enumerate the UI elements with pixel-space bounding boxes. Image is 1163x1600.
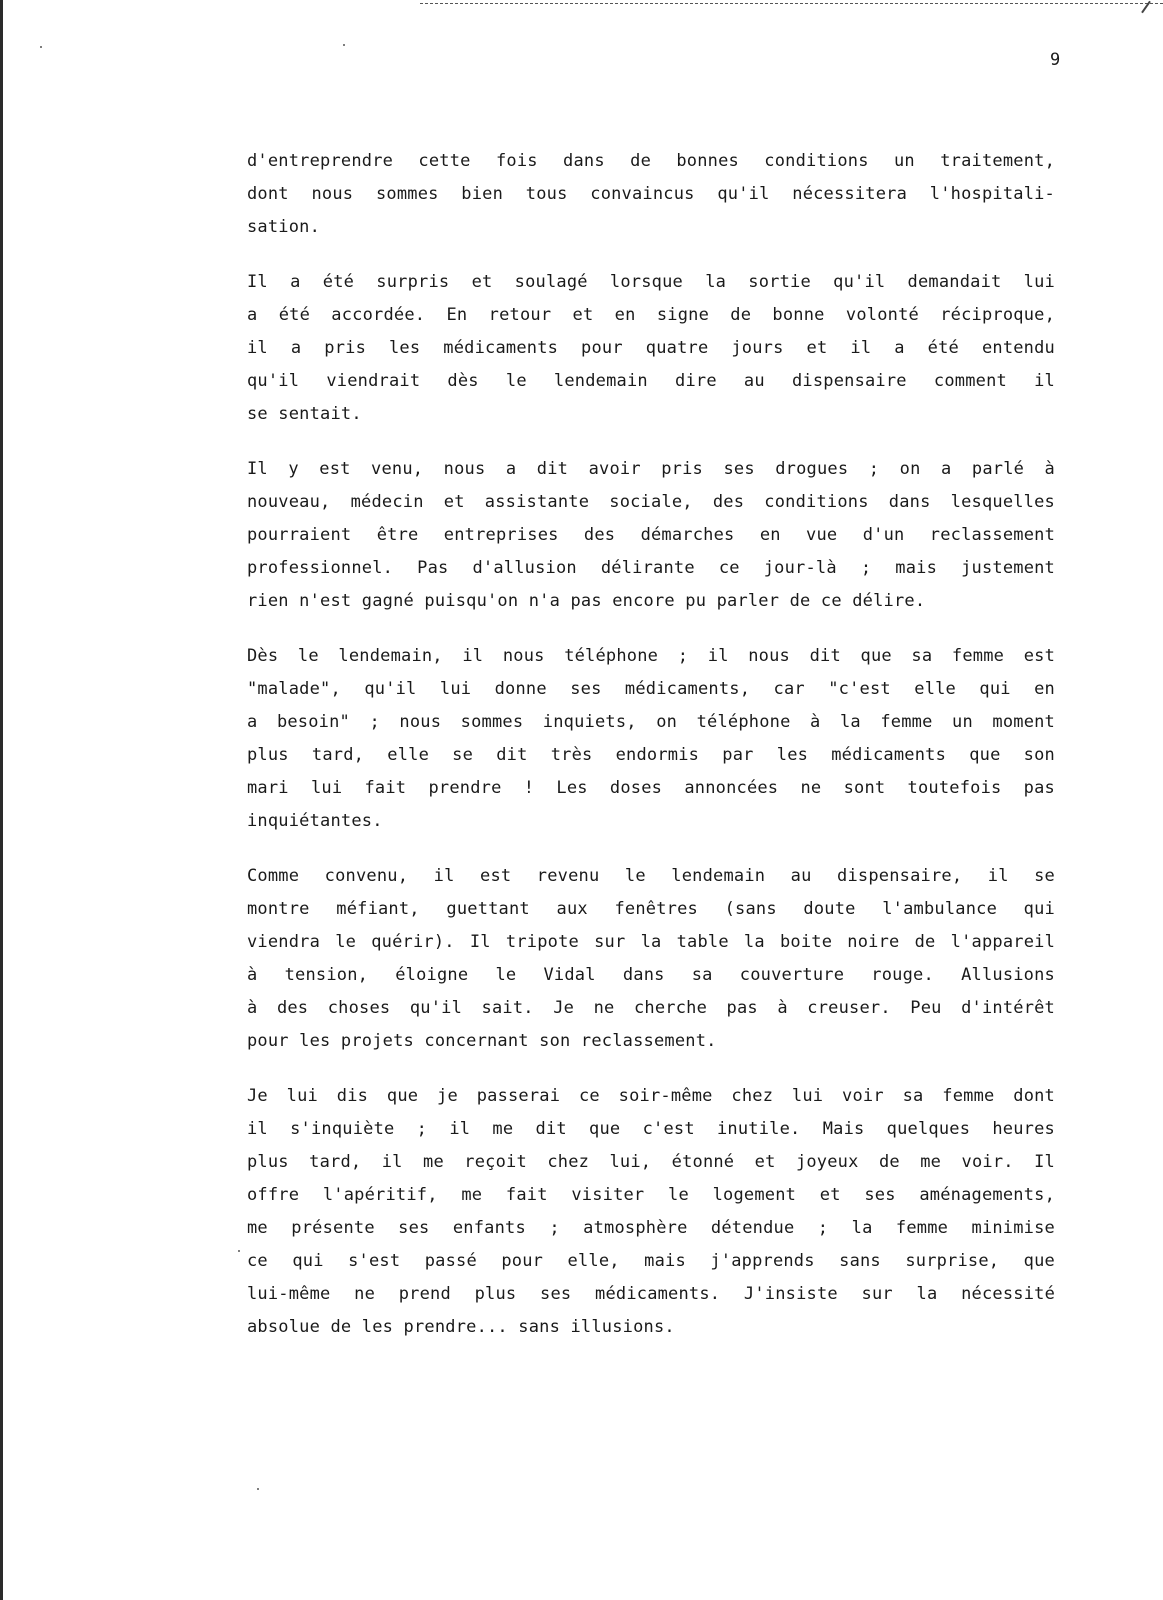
text-line: plus tard, elle se dit très endormis par les médicaments que son xyxy=(247,745,1055,765)
text-line: pour les projets concernant son reclassement. xyxy=(247,1031,717,1051)
text-line: à des choses qu'il sait. Je ne cherche pas à creuser. Peu d'intérêt xyxy=(247,998,1055,1018)
text-line: dont nous sommes bien tous convaincus qu'il nécessitera l'hospitali- xyxy=(247,184,1055,204)
text-line: a été accordée. En retour et en signe de bonne volonté réciproque, xyxy=(247,305,1055,325)
text-line: plus tard, il me reçoit chez lui, étonné et joyeux de me voir. Il xyxy=(247,1152,1055,1172)
scan-speck xyxy=(40,46,42,48)
text-line: absolue de les prendre... sans illusions. xyxy=(247,1317,675,1337)
text-line: qu'il viendrait dès le lendemain dire au dispensaire comment il xyxy=(247,371,1055,391)
text-line: nouveau, médecin et assistante sociale, des conditions dans lesquelles xyxy=(247,492,1055,512)
scan-speck xyxy=(343,44,345,46)
text-line: inquiétantes. xyxy=(247,811,383,831)
text-line: à tension, éloigne le Vidal dans sa couverture rouge. Allusions xyxy=(247,965,1055,985)
text-line: Comme convenu, il est revenu le lendemain au dispensaire, il se xyxy=(247,866,1055,886)
scan-speck xyxy=(257,1488,259,1490)
paragraph xyxy=(247,1080,1055,1344)
text-line: Dès le lendemain, il nous téléphone ; il nous dit que sa femme est xyxy=(247,646,1055,666)
paragraph xyxy=(247,145,1055,244)
scan-top-rule xyxy=(420,3,1163,4)
text-line: il s'inquiète ; il me dit que c'est inutile. Mais quelques heures xyxy=(247,1119,1055,1139)
body-text xyxy=(247,145,1055,1366)
page-number: 9 xyxy=(1050,50,1061,70)
text-line: montre méfiant, guettant aux fenêtres (sans doute l'ambulance qui xyxy=(247,899,1055,919)
text-line: Je lui dis que je passerai ce soir-même chez lui voir sa femme dont xyxy=(247,1086,1055,1106)
scan-speck xyxy=(238,1250,240,1252)
text-line: se sentait. xyxy=(247,404,362,424)
text-line: sation. xyxy=(247,217,321,237)
text-line: il a pris les médicaments pour quatre jours et il a été entendu xyxy=(247,338,1055,358)
paragraph xyxy=(247,640,1055,838)
text-line: mari lui fait prendre ! Les doses annoncées ne sont toutefois pas xyxy=(247,778,1055,798)
text-line: rien n'est gagné puisqu'on n'a pas encore pu parler de ce délire. xyxy=(247,591,926,611)
text-line: me présente ses enfants ; atmosphère détendue ; la femme minimise xyxy=(247,1218,1055,1238)
text-line: lui-même ne prend plus ses médicaments. J'insiste sur la nécessité xyxy=(247,1284,1055,1304)
text-line: offre l'apéritif, me fait visiter le logement et ses aménagements, xyxy=(247,1185,1055,1205)
text-line: a besoin" ; nous sommes inquiets, on téléphone à la femme un moment xyxy=(247,712,1055,732)
text-line: d'entreprendre cette fois dans de bonnes conditions un traitement, xyxy=(247,151,1055,171)
text-line: Il a été surpris et soulagé lorsque la sortie qu'il demandait lui xyxy=(247,272,1055,292)
text-line: ce qui s'est passé pour elle, mais j'apprends sans surprise, que xyxy=(247,1251,1055,1271)
paragraph xyxy=(247,266,1055,431)
text-line: Il y est venu, nous a dit avoir pris ses drogues ; on a parlé à xyxy=(247,459,1055,479)
text-line: "malade", qu'il lui donne ses médicaments, car "c'est elle qui en xyxy=(247,679,1055,699)
text-line: pourraient être entreprises des démarches en vue d'un reclassement xyxy=(247,525,1055,545)
paragraph xyxy=(247,860,1055,1058)
text-line: viendra le quérir). Il tripote sur la table la boite noire de l'appareil xyxy=(247,932,1055,952)
scan-edge xyxy=(0,0,3,1600)
paragraph xyxy=(247,453,1055,618)
text-line: professionnel. Pas d'allusion délirante ce jour-là ; mais justement xyxy=(247,558,1055,578)
